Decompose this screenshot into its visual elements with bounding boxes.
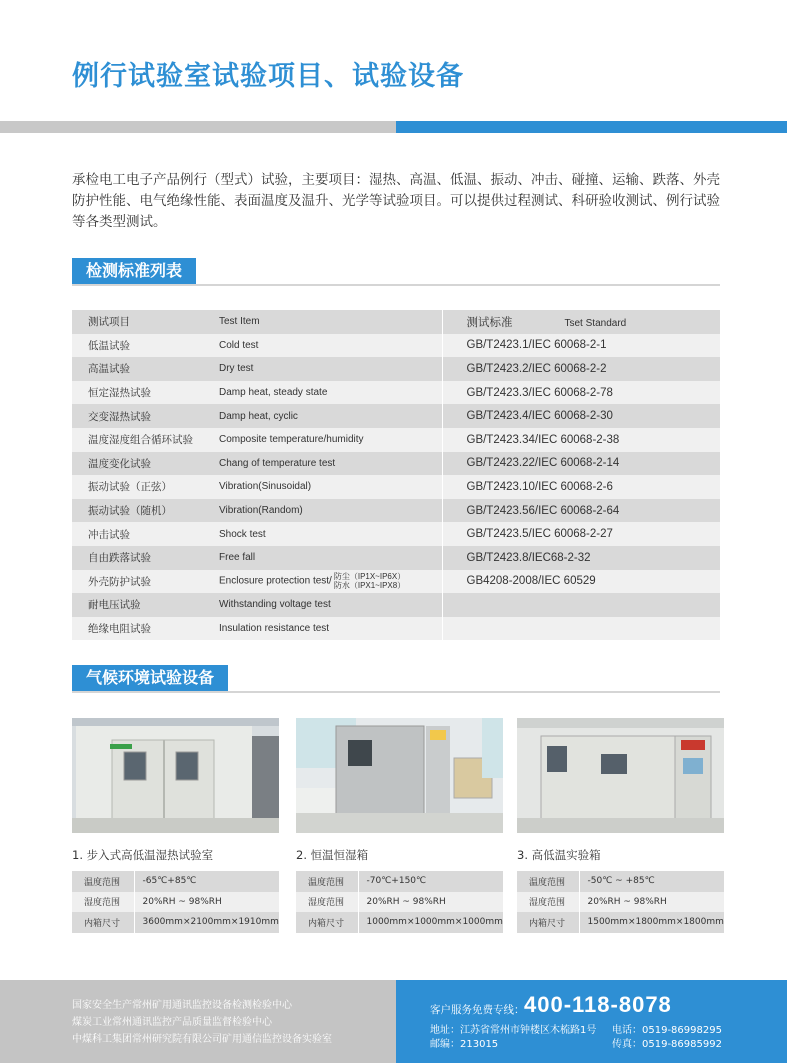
table-row	[72, 522, 720, 546]
row-item-en: Vibration(Sinusoidal)	[203, 475, 442, 499]
table-row	[72, 334, 720, 358]
footer-org-3: 中煤科工集团常州研究院有限公司矿用通信监控设备实验室	[72, 1034, 332, 1045]
ip-dust-note: 防尘（IP1X~IP6X）	[333, 572, 406, 582]
table-row	[72, 381, 720, 405]
header-test-item-en: Test Item	[203, 310, 442, 334]
equipment-spec-table	[517, 871, 724, 933]
spec-value: 20%RH ~ 98%RH	[579, 892, 724, 913]
spec-value: -70℃+150℃	[358, 871, 503, 892]
row-item-cn: 绝缘电阻试验	[72, 617, 203, 641]
row-standard: GB/T2423.8/IEC68-2-32	[442, 546, 720, 570]
row-item-cn: 温度湿度组合循环试验	[72, 428, 203, 452]
row-item-cn: 低温试验	[72, 334, 203, 358]
spec-row	[517, 871, 724, 892]
equipment-card	[72, 718, 279, 933]
footer-org-2: 煤炭工业常州通讯监控产品质量监督检验中心	[72, 1017, 272, 1028]
row-item-cn: 冲击试验	[72, 522, 203, 546]
row-standard: GB/T2423.10/IEC 60068-2-6	[442, 475, 720, 499]
equipment-card	[296, 718, 503, 933]
spec-value: 20%RH ~ 98%RH	[134, 892, 279, 913]
row-item-cn: 恒定湿热试验	[72, 381, 203, 405]
row-standard: GB/T2423.5/IEC 60068-2-27	[442, 522, 720, 546]
row-standard: GB/T2423.4/IEC 60068-2-30	[442, 404, 720, 428]
row-standard: GB/T2423.3/IEC 60068-2-78	[442, 381, 720, 405]
equipment-card	[517, 718, 724, 933]
spec-key: 温度范围	[517, 871, 579, 892]
hotline-label: 客户服务免费专线：	[430, 1004, 525, 1016]
spec-key: 温度范围	[72, 871, 134, 892]
spec-row	[517, 892, 724, 913]
row-item-en: Shock test	[203, 522, 442, 546]
equipment-photo-walk-in-chamber	[72, 718, 279, 833]
row-item-cn: 振动试验（随机）	[72, 499, 203, 523]
equipment-caption: 3. 高低温实验箱	[517, 848, 601, 862]
row-item-en: Dry test	[203, 357, 442, 381]
equipment-photo-humidity-chamber	[296, 718, 503, 833]
table-row	[72, 546, 720, 570]
row-item-cn: 温度变化试验	[72, 452, 203, 476]
spec-value: -65℃+85℃	[134, 871, 279, 892]
table-row	[72, 357, 720, 381]
header-standard-cn: 测试标准	[466, 316, 513, 329]
header-standard	[442, 310, 720, 334]
table-row	[72, 428, 720, 452]
table-row	[72, 452, 720, 476]
row-item-en: Withstanding voltage test	[203, 593, 442, 617]
header-bar-gray	[0, 121, 396, 133]
section-divider	[72, 284, 720, 286]
equipment-spec-table	[296, 871, 503, 933]
row-item-cn: 振动试验（正弦）	[72, 475, 203, 499]
row-item-cn: 外壳防护试验	[72, 570, 203, 594]
row-item-en-cell	[203, 570, 442, 594]
spec-key: 湿度范围	[517, 892, 579, 913]
spec-key: 温度范围	[296, 871, 358, 892]
row-standard	[442, 593, 720, 617]
standards-table	[72, 310, 720, 640]
section-divider	[72, 691, 720, 693]
hotline-number[interactable]: 400-118-8078	[524, 992, 672, 1017]
row-standard: GB/T2423.1/IEC 60068-2-1	[442, 334, 720, 358]
spec-row	[72, 892, 279, 913]
row-item-en: Chang of temperature test	[203, 452, 442, 476]
row-item-en: Damp heat, steady state	[203, 381, 442, 405]
row-item-en: Cold test	[203, 334, 442, 358]
row-item-en: Damp heat, cyclic	[203, 404, 442, 428]
spec-key: 湿度范围	[72, 892, 134, 913]
row-standard: GB/T2423.56/IEC 60068-2-64	[442, 499, 720, 523]
spec-row	[72, 871, 279, 892]
row-item-en: Vibration(Random)	[203, 499, 442, 523]
table-row	[72, 499, 720, 523]
spec-row	[296, 871, 503, 892]
spec-key: 内箱尺寸	[296, 912, 358, 933]
footer-address: 地址：江苏省常州市钟楼区木梳路1号	[430, 1025, 597, 1036]
header-test-item-cn: 测试项目	[72, 310, 203, 334]
spec-row	[517, 912, 724, 933]
table-row	[72, 593, 720, 617]
row-item-cn: 耐电压试验	[72, 593, 203, 617]
row-standard: GB/T2423.22/IEC 60068-2-14	[442, 452, 720, 476]
row-standard: GB/T2423.2/IEC 60068-2-2	[442, 357, 720, 381]
equipment-spec-table	[72, 871, 279, 933]
header-standard-en: Tset Standard	[564, 317, 627, 329]
footer-postcode: 邮编：213015	[430, 1039, 499, 1050]
footer-fax: 传真：0519-86985992	[612, 1039, 722, 1050]
row-item-en: Insulation resistance test	[203, 617, 442, 641]
row-item-en: Free fall	[203, 546, 442, 570]
row-standard: GB4208-2008/IEC 60529	[442, 570, 720, 594]
ip-water-note: 防水（IPX1~IPX8）	[333, 581, 406, 591]
header-bar-blue	[396, 121, 787, 133]
row-item-en: Enclosure protection test/	[219, 575, 332, 587]
row-standard	[442, 617, 720, 641]
footer-org-1: 国家安全生产常州矿用通讯监控设备检测检验中心	[72, 1000, 292, 1011]
spec-value: 1000mm×1000mm×1000mm	[358, 912, 503, 933]
table-header-row	[72, 310, 720, 334]
table-row	[72, 617, 720, 641]
ip-rating-note	[334, 572, 405, 590]
spec-value: 1500mm×1800mm×1800mm	[579, 912, 724, 933]
spec-row	[296, 912, 503, 933]
table-row	[72, 570, 720, 594]
equipment-caption: 2. 恒温恒湿箱	[296, 848, 369, 862]
spec-row	[72, 912, 279, 933]
spec-value: 20%RH ~ 98%RH	[358, 892, 503, 913]
table-row	[72, 404, 720, 428]
section-title-equipment: 气候环境试验设备	[72, 665, 228, 691]
equipment-caption: 1. 步入式高低温湿热试验室	[72, 848, 214, 862]
spec-key: 内箱尺寸	[72, 912, 134, 933]
row-item-en: Composite temperature/humidity	[203, 428, 442, 452]
spec-value: -50℃ ~ +85℃	[579, 871, 724, 892]
row-item-cn: 自由跌落试验	[72, 546, 203, 570]
intro-paragraph: 承检电工电子产品例行（型式）试验，主要项目：湿热、高温、低温、振动、冲击、碰撞、运输、跌落、外壳防护性能、电气绝缘性能、表面温度及温升、光学等试验项目。可以提供过程测试、科研验收测试、例行试验等各类型测试。	[72, 172, 720, 230]
spec-value: 3600mm×2100mm×1910mm	[134, 912, 279, 933]
page-title: 例行试验室试验项目、试验设备	[72, 61, 464, 92]
spec-key: 湿度范围	[296, 892, 358, 913]
section-title-standards: 检测标准列表	[72, 258, 196, 284]
spec-row	[296, 892, 503, 913]
row-standard: GB/T2423.34/IEC 60068-2-38	[442, 428, 720, 452]
equipment-photo-temperature-chamber	[517, 718, 724, 833]
spec-key: 内箱尺寸	[517, 912, 579, 933]
row-item-cn: 交变湿热试验	[72, 404, 203, 428]
table-row	[72, 475, 720, 499]
row-item-cn: 高温试验	[72, 357, 203, 381]
footer-phone: 电话：0519-86998295	[612, 1025, 722, 1036]
